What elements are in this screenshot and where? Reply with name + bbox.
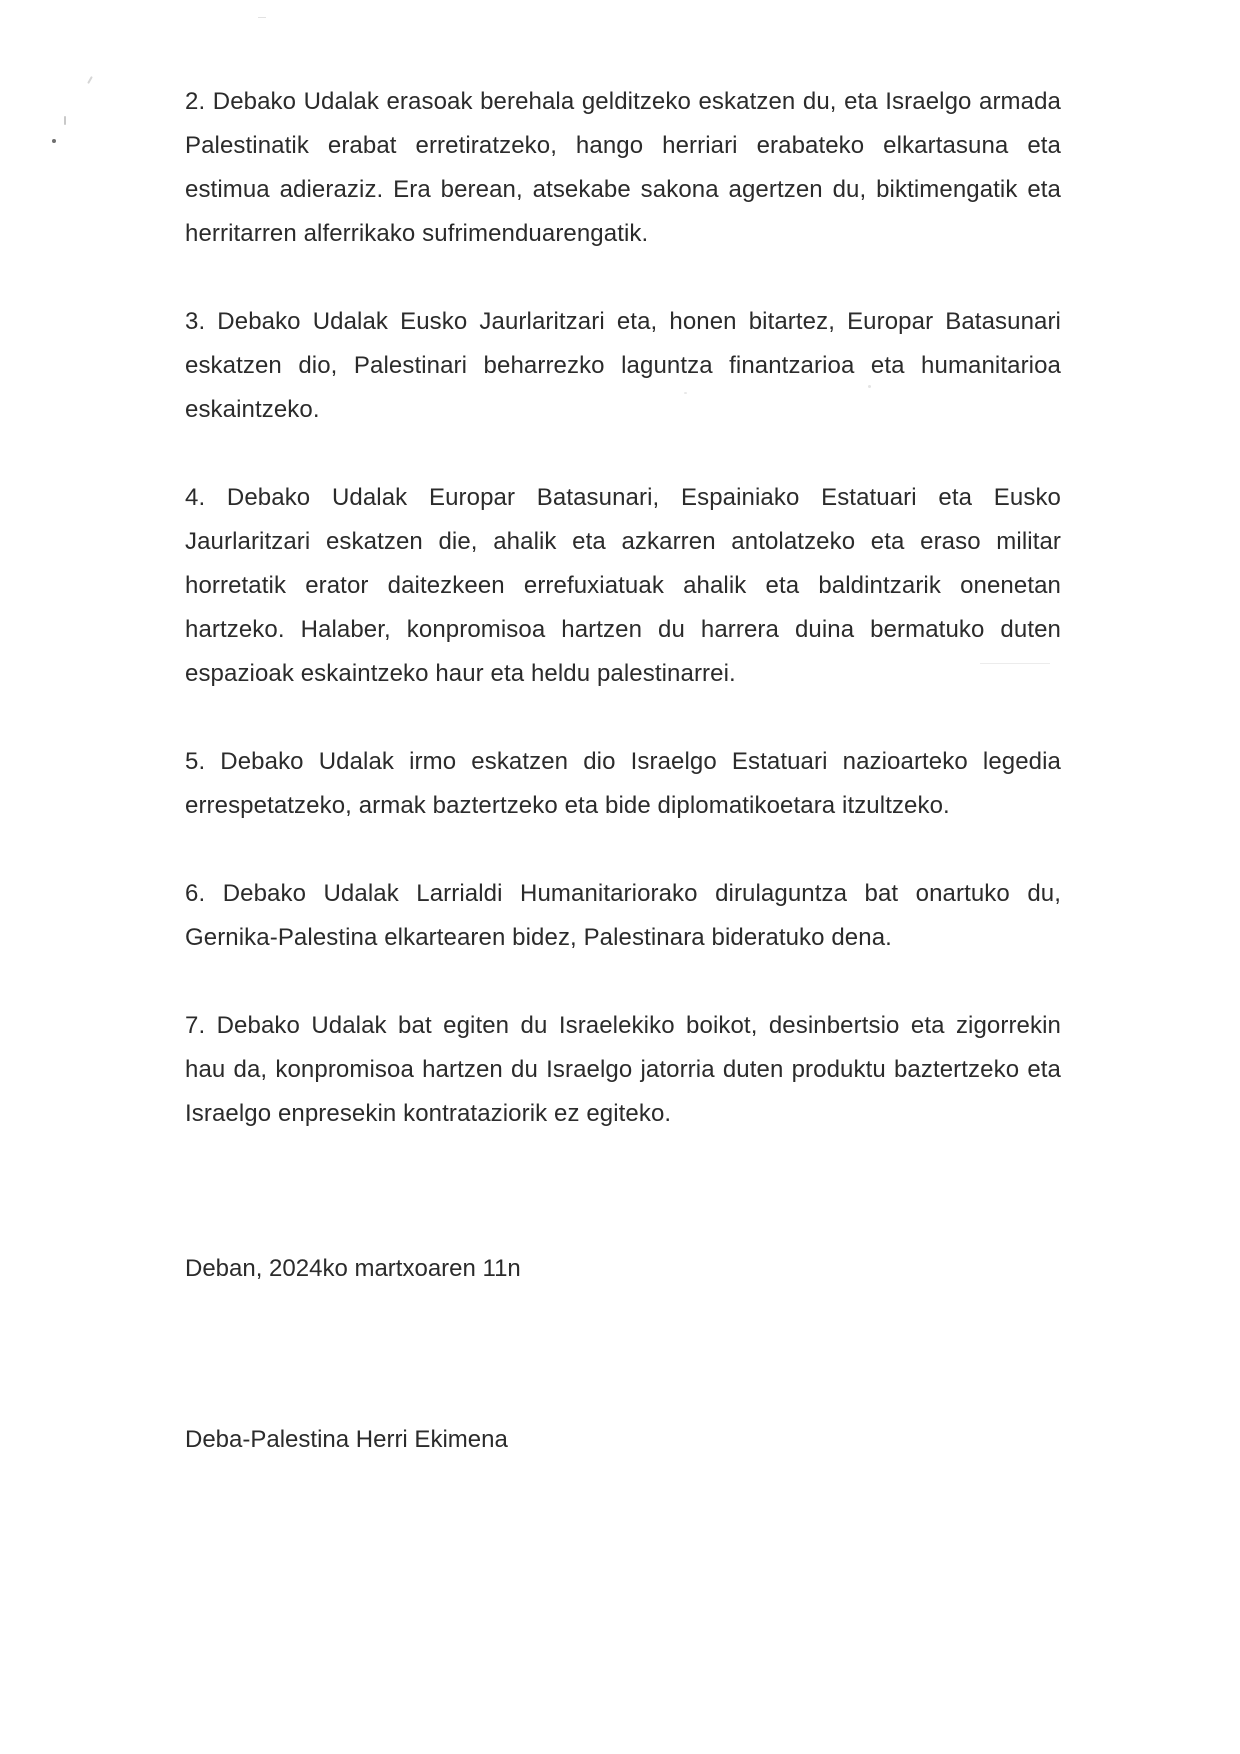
date-line: Deban, 2024ko martxoaren 11n xyxy=(185,1255,521,1282)
document-body xyxy=(185,80,1061,1180)
scan-speck xyxy=(258,17,266,18)
scan-speck xyxy=(64,116,66,125)
paragraph-point-2: 2. Debako Udalak erasoak berehala gelditzeko eskatzen du, eta Israelgo armada Palestinatik erabat erretiratzeko, hango herriari erabateko elkartasuna eta estimua adieraziz. Era berean, atsekabe sakona agertzen du, biktimengatik eta herritarren alferrikako sufrimenduarengatik. xyxy=(185,88,1061,247)
scan-speck xyxy=(52,139,56,143)
paragraph-point-3: 3. Debako Udalak Eusko Jaurlaritzari eta, honen bitartez, Europar Batasunari eskatzen dio, Palestinari beharrezko laguntza finantzarioa eta humanitarioa eskaintzeko. xyxy=(185,308,1061,423)
paragraph-point-4: 4. Debako Udalak Europar Batasunari, Espainiako Estatuari eta Eusko Jaurlaritzari eskatzen die, ahalik eta azkarren antolatzeko eta eraso militar horretatik erator daitezkeen errefuxiatuak ahalik eta baldintzarik onenetan hartzeko. Halaber, konpromisoa hartzen du harrera duina bermatuko duten espazioak eskaintzeko haur eta heldu palestinarrei. xyxy=(185,484,1061,687)
paragraph-point-5: 5. Debako Udalak irmo eskatzen dio Israelgo Estatuari nazioarteko legedia errespetatzeko, armak baztertzeko eta bide diplomatikoetara itzultzeko. xyxy=(185,748,1061,819)
scan-speck xyxy=(87,76,93,84)
paragraph-point-7: 7. Debako Udalak bat egiten du Israelekiko boikot, desinbertsio eta zigorrekin hau da, konpromisoa hartzen du Israelgo jatorria duten produktu baztertzeko eta Israelgo enpresekin kontrataziorik ez egiteko. xyxy=(185,1012,1061,1127)
signature-line: Deba-Palestina Herri Ekimena xyxy=(185,1426,508,1453)
paragraph-point-6: 6. Debako Udalak Larrialdi Humanitariorako dirulaguntza bat onartuko du, Gernika-Palestina elkartearen bidez, Palestinara bideratuko dena. xyxy=(185,880,1061,951)
